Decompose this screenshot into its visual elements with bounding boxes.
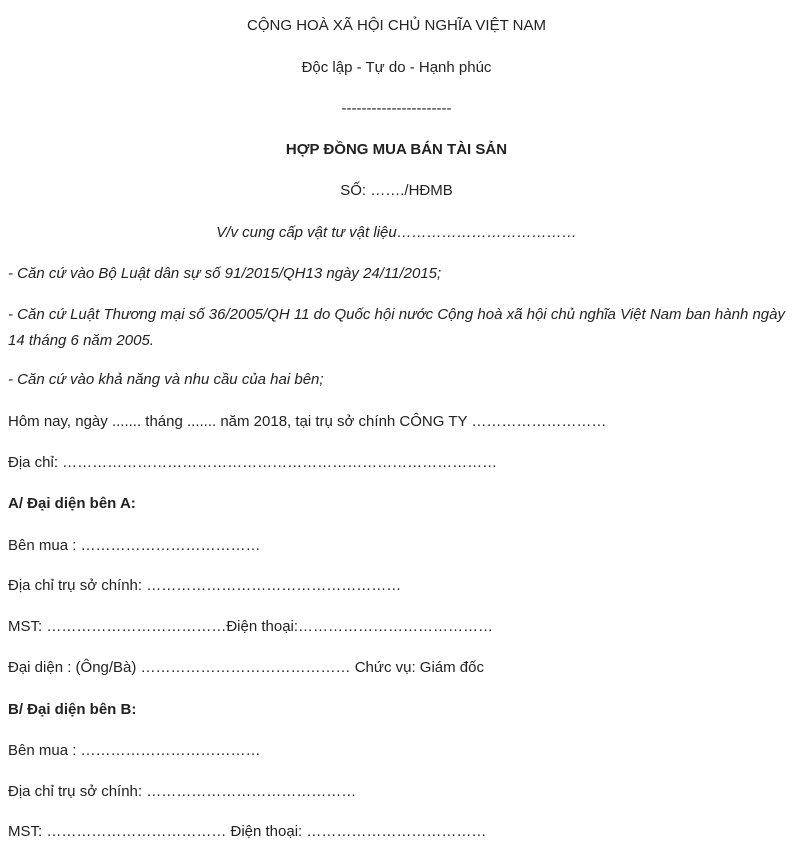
legal-basis-civil-code: - Căn cứ vào Bộ Luật dân sự số 91/2015/QH13 ngày 24/11/2015; (8, 265, 442, 282)
party-b-heading: B/ Đại diện bên B: (8, 701, 137, 718)
party-b-office: Địa chỉ trụ sở chính: …………………………………… (8, 783, 357, 800)
party-b-tax-phone: MST: ……………………………… Điện thoại: ……………………………… (8, 823, 487, 840)
contract-title: HỢP ĐỒNG MUA BÁN TÀI SẢN (285, 141, 508, 158)
legal-basis-capability: - Căn cứ vào khả năng và nhu cầu của hai bên; (8, 371, 324, 388)
contract-date-line: Hôm nay, ngày ....... tháng ....... năm 2018, tại trụ sở chính CÔNG TY ……………………… (8, 413, 607, 430)
party-a-heading: A/ Đại diện bên A: (8, 495, 136, 512)
party-a-office: Địa chỉ trụ sở chính: …………………………………………… (8, 577, 402, 594)
party-b-buyer: Bên mua : ……………………………… (8, 742, 261, 759)
contract-number: SỐ: ……./HĐMB (340, 182, 453, 199)
nation-motto: Độc lập - Tự do - Hạnh phúc (301, 59, 492, 76)
header-separator: ---------------------- (341, 100, 452, 117)
nation-title: CỘNG HOÀ XÃ HỘI CHỦ NGHĨA VIỆT NAM (247, 17, 546, 34)
legal-basis-commercial-law: - Căn cứ Luật Thương mại số 36/2005/QH 11 do Quốc hội nước Cộng hoà xã hội chủ nghĩa Việt Nam ban hành ngày 14 tháng 6 năm 2005. (8, 306, 785, 349)
party-a-buyer: Bên mua : ……………………………… (8, 537, 261, 554)
contract-address-line: Địa chỉ: …………………………………………………………………………… (8, 454, 498, 471)
party-a-tax-phone: MST: ………………………………Điện thoại:………………………………… (8, 618, 494, 635)
contract-subject: V/v cung cấp vật tư vật liệu……………………………… (216, 224, 577, 241)
party-a-representative: Đại diện : (Ông/Bà) …………………………………… Chức vụ: Giám đốc (8, 659, 484, 676)
